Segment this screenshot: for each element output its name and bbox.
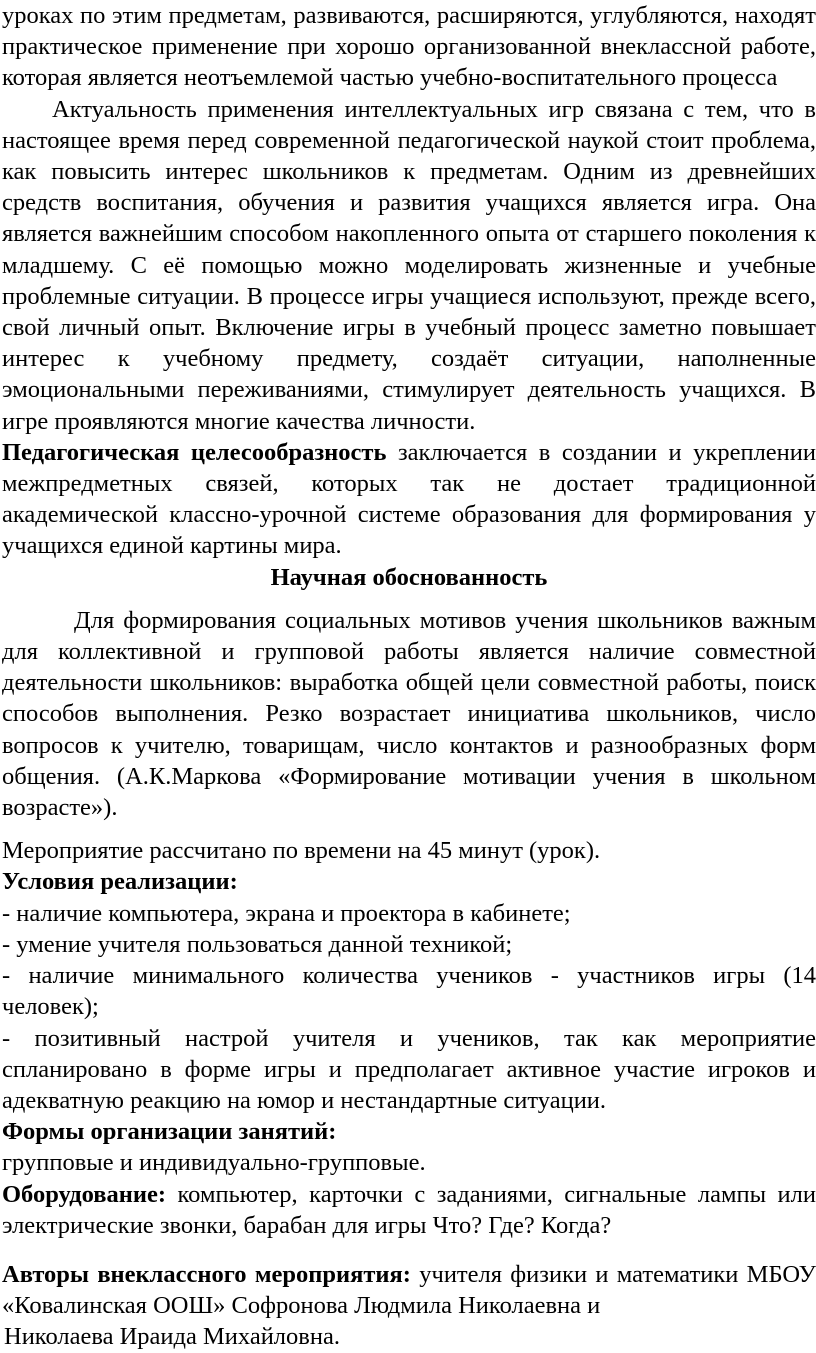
paragraph-intro: уроках по этим предметам, развиваются, расширяются, углубляются, находят практическое применение при хорошо организованной внеклассной работе, которая является неотъемлемой частью учебно-воспитательного процесса	[2, 2, 816, 92]
pedagogical-label: Педагогическая целесообразность	[2, 438, 387, 466]
forms-heading	[2, 1116, 816, 1147]
condition-item: - наличие компьютера, экрана и проектора в кабинете;	[2, 899, 571, 927]
paragraph-duration: Мероприятие рассчитано по времени на 45 минут (урок).	[2, 837, 601, 865]
condition-item: - умение учителя пользоваться данной техникой;	[2, 930, 513, 958]
paragraph-scientific: Для формирования социальных мотивов учения школьников важным для коллективной и групповой работы является наличие совместной деятельности школьников: выработка общей цели совместной работы, поиск способов выполнения. Резко возрастает инициатива школьников, число вопросов к учителю, товарищам, число контактов и разнообразных форм общения. (А.К.Маркова «Формирование мотивации учения в школьном возрасте»).	[2, 606, 816, 822]
paragraph-authors	[2, 1259, 816, 1321]
conditions-heading	[2, 866, 816, 897]
equipment-text: компьютер, карточки с заданиями, сигнальные лампы или электрические звонки, барабан для игры Что? Где? Когда?	[2, 1180, 816, 1239]
authors-names-line: Николаева Ираида Михайловна.	[4, 1323, 340, 1351]
condition-item: - наличие минимального количества учеников - участников игры (14 человек);	[2, 962, 816, 1021]
condition-item: - позитивный настрой учителя и учеников, так как мероприятие спланировано в форме игры и предполагает активное участие игроков и адекватную реакцию на юмор и нестандартные ситуации.	[2, 1024, 816, 1114]
heading-scientific: Научная обоснованность	[270, 563, 548, 591]
conditions-heading-text: Условия реализации:	[2, 868, 238, 896]
paragraph-equipment	[2, 1179, 816, 1241]
forms-heading-text: Формы организации занятий:	[2, 1118, 337, 1146]
authors-label: Авторы внеклассного мероприятия:	[2, 1260, 411, 1288]
authors-text: учителя физики и математики МБОУ «Ковалинская ООШ» Софронова Людмила Николаевна и	[2, 1260, 816, 1320]
paragraph-relevance: Актуальность применения интеллектуальных игр связана с тем, что в настоящее время перед современной педагогической наукой стоит проблема, как повысить интерес школьников к предметам. Одним из древнейших средств воспитания, обучения и развития учащихся является игра. Она является важнейшим способом накопленного опыта от старшего поколения к младшему. С её помощью можно моделировать жизненные и учебные проблемные ситуации. В процессе игры учащиеся используют, прежде всего, свой личный опыт. Включение игры в учебный процесс заметно повышает интерес к учебному предмету, создаёт ситуации, наполненные эмоциональными переживаниями, стимулирует деятельность учащихся. В игре проявляются многие качества личности.	[2, 95, 816, 435]
pedagogical-text: заключается в создании и укреплении межпредметных связей, которых так не достает традиционной академической классно-урочной системе образования для формирования у учащихся единой картины мира.	[2, 438, 816, 560]
paragraph-pedagogical	[2, 437, 816, 562]
forms-text: групповые и индивидуально-групповые.	[2, 1149, 426, 1177]
equipment-label: Оборудование:	[2, 1180, 167, 1208]
